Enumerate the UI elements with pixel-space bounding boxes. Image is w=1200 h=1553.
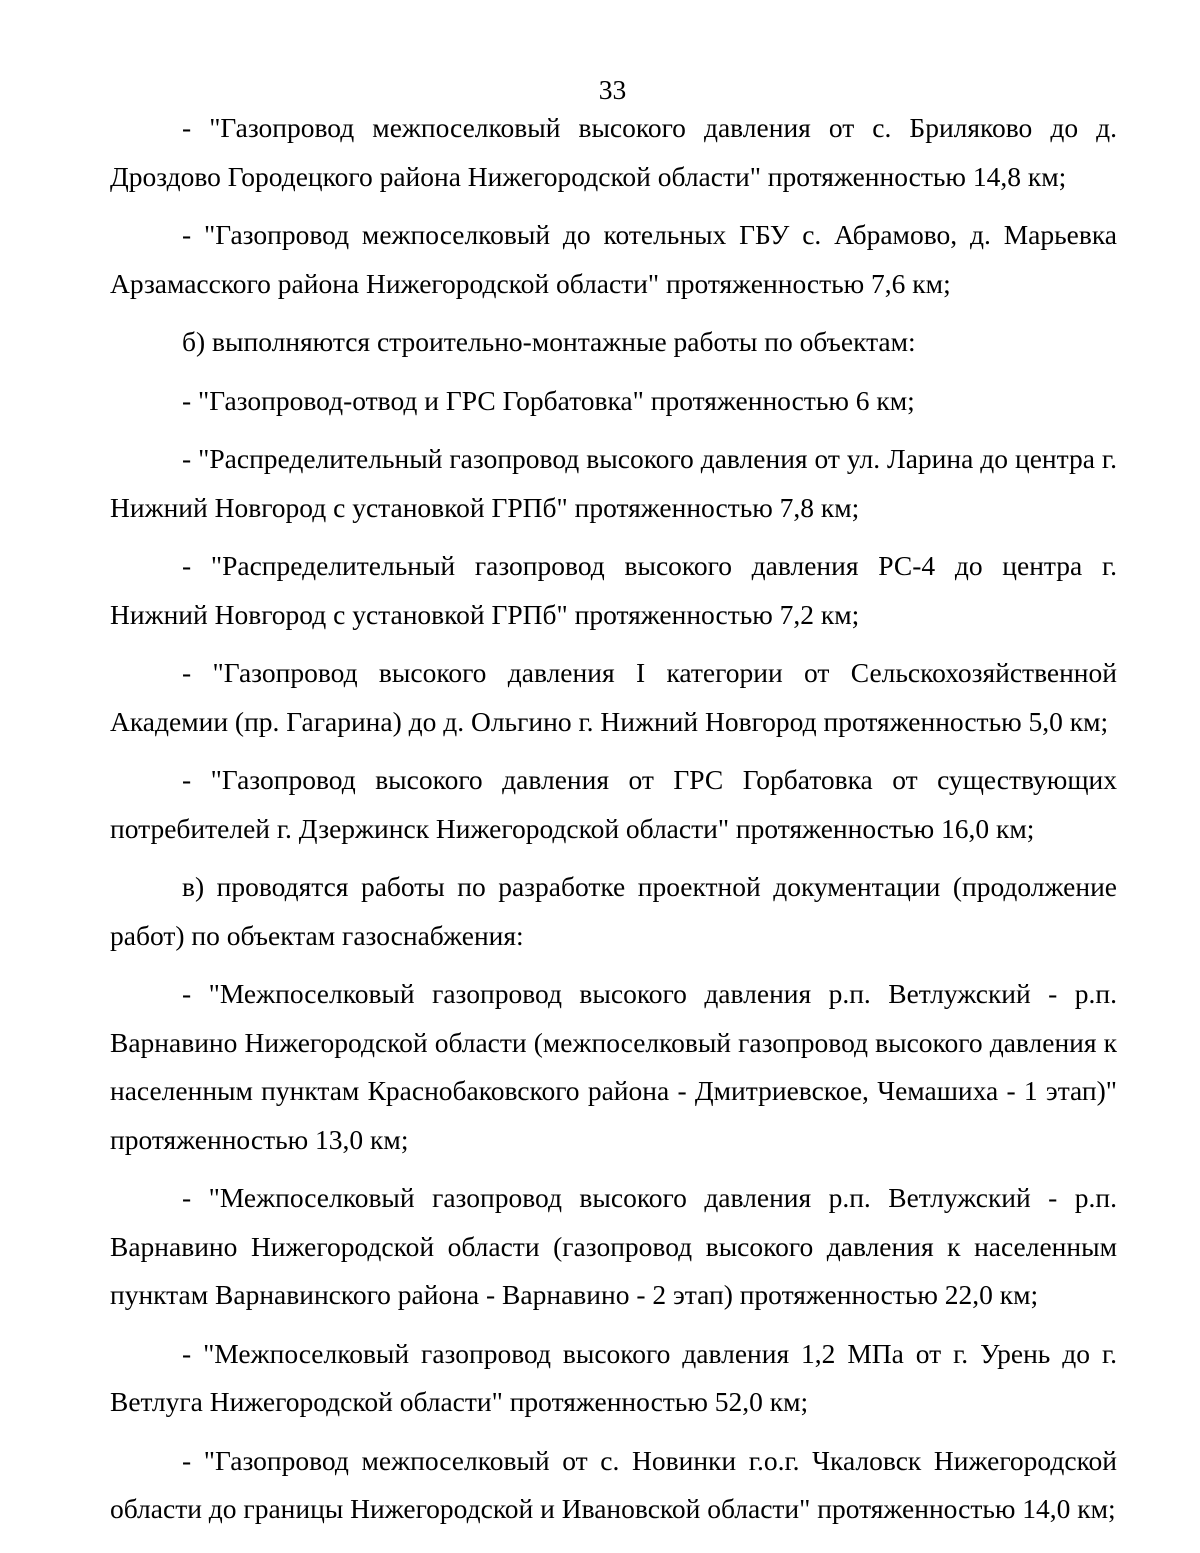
paragraph-1: - "Газопровод межпоселковый высокого давления от с. Бриляково до д. Дроздово Городецкого района Нижегородской области" протяженностью 14,8 км; — [110, 112, 1117, 192]
paragraph-3: б) выполняются строительно-монтажные работы по объектам: — [182, 326, 916, 357]
paragraph-10: - "Межпоселковый газопровод высокого давления р.п. Ветлужский - р.п. Варнавино Нижегородской области (межпоселковый газопровод высокого давления к населенным пунктам Краснобаковского района - Дмитриевское, Чемашиха - 1 этап)" протяженностью 13,0 км; — [110, 978, 1117, 1155]
page-number: 33 — [598, 74, 627, 105]
paragraph-8: - "Газопровод высокого давления от ГРС Горбатовка от существующих потребителей г. Дзержинск Нижегородской области" протяженностью 16,0 км; — [110, 764, 1117, 844]
paragraph-6: - "Распределительный газопровод высокого давления РС-4 до центра г. Нижний Новгород с установкой ГРПб" протяженностью 7,2 км; — [110, 550, 1117, 630]
paragraph-4: - "Газопровод-отвод и ГРС Горбатовка" протяженностью 6 км; — [182, 384, 915, 416]
paragraph-2: - "Газопровод межпоселковый до котельных ГБУ с. Абрамово, д. Марьевка Арзамасского района Нижегородской области" протяженностью 7,6 км; — [110, 219, 1117, 299]
paragraph-9: в) проводятся работы по разработке проектной документации (продолжение работ) по объектам газоснабжения: — [110, 871, 1117, 951]
paragraph-7: - "Газопровод высокого давления I категории от Сельскохозяйственной Академии (пр. Гагарина) до д. Ольгино г. Нижний Новгород протяженностью 5,0 км; — [110, 657, 1117, 737]
document-body — [110, 104, 1117, 1534]
paragraph-5: - "Распределительный газопровод высокого давления от ул. Ларина до центра г. Нижний Новгород с установкой ГРПб" протяженностью 7,8 км; — [110, 443, 1117, 523]
paragraph-11: - "Межпоселковый газопровод высокого давления р.п. Ветлужский - р.п. Варнавино Нижегородской области (газопровод высокого давления к населенным пунктам Варнавинского района - Варнавино - 2 этап) протяженностью 22,0 км; — [110, 1182, 1117, 1310]
paragraph-12: - "Межпоселковый газопровод высокого давления 1,2 МПа от г. Урень до г. Ветлуга Нижегородской области" протяженностью 52,0 км; — [110, 1337, 1117, 1417]
paragraph-13: - "Газопровод межпоселковый от с. Новинки г.о.г. Чкаловск Нижегородской области до границы Нижегородской и Ивановской области" протяженностью 14,0 км; — [110, 1444, 1117, 1524]
